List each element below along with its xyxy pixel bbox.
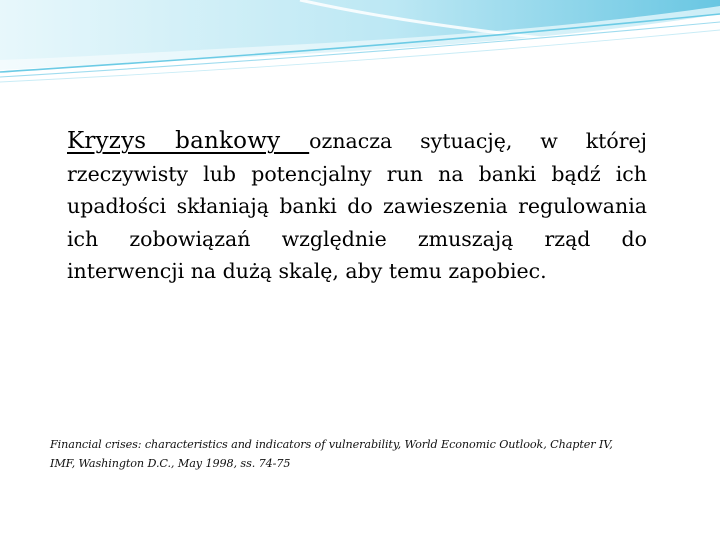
definition-text: oznacza sytuację, w której rzeczywisty lub potencjalny run na banki bądź ich upadłości skłaniają banki do zawieszenia regulowania ich zobowiązań względnie zmuszają rząd do interwencji na dużą skalę, aby temu zapobiec. [67,129,647,283]
citation-line-1: Financial crises: characteristics and indicators of vulnerability, World Economic Outlook, Chapter IV, [50,438,613,451]
citation-line-2: IMF, Washington D.C., May 1998, ss. 74-75 [50,456,291,470]
wave-band-front [0,0,720,60]
term-kryzys-bankowy: Kryzys bankowy [67,128,310,154]
decorative-wave-header [0,0,720,90]
definition-paragraph [67,125,647,288]
source-citation [50,436,665,473]
